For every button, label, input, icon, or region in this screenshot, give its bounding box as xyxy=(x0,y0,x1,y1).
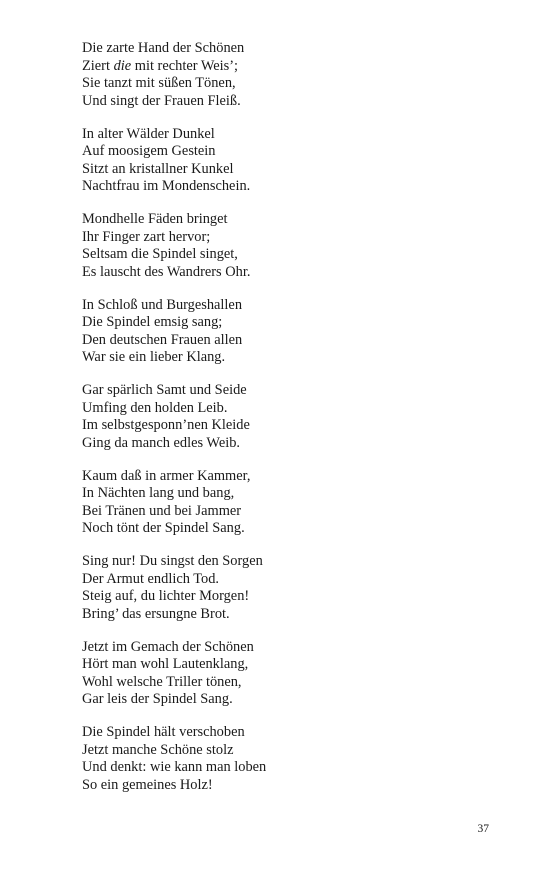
poem-line: Auf moosigem Gestein xyxy=(82,143,216,159)
stanza-7 xyxy=(82,553,482,623)
poem-line: Sing nur! Du singst den Sorgen xyxy=(82,553,263,569)
stanza-3 xyxy=(82,211,482,281)
poem-line: Sie tanzt mit süßen Tönen, xyxy=(82,75,236,91)
line-segment: Ziert xyxy=(82,57,114,74)
poem-line: Bring’ das ersungne Brot. xyxy=(82,605,230,622)
poem-line: In Schloß und Burgeshallen xyxy=(82,296,243,313)
poem-line: Gar leis der Spindel Sang. xyxy=(82,691,233,707)
poem-line: Es lauscht des Wandrers Ohr. xyxy=(82,263,251,280)
poem-line: Jetzt im Gemach der Schönen xyxy=(82,638,254,655)
page-number: 37 xyxy=(477,823,489,835)
poem-line: Noch tönt der Spindel Sang. xyxy=(82,520,245,536)
poem-line: Und denkt: wie kann man loben xyxy=(82,759,267,775)
poem-line: Der Armut endlich Tod. xyxy=(82,570,220,587)
poem-line: Wohl welsche Triller tönen, xyxy=(82,673,242,690)
poem-line: Gar spärlich Samt und Seide xyxy=(82,382,247,398)
stanza-5 xyxy=(82,382,482,452)
poem-line: Ging da manch edles Weib. xyxy=(82,434,241,451)
stanza-2 xyxy=(82,126,482,196)
stanza-9 xyxy=(82,724,482,794)
line-segment: mit rechter Weis’; xyxy=(131,57,239,74)
stanza-8 xyxy=(82,639,482,709)
poem-line: So ein gemeines Holz! xyxy=(82,776,213,793)
stanza-1 xyxy=(82,40,482,110)
stanza-4 xyxy=(82,297,482,367)
poem-line: Im selbstgesponn’nen Kleide xyxy=(82,417,250,433)
emphasized-word: die xyxy=(113,57,132,74)
poem-line: Die zarte Hand der Schönen xyxy=(82,40,245,56)
poem-body xyxy=(82,40,482,810)
poem-line: War sie ein lieber Klang. xyxy=(82,349,226,365)
poem-line: Mondhelle Fäden bringet xyxy=(82,211,228,227)
stanza-6 xyxy=(82,468,482,538)
poem-line: In Nächten lang und bang, xyxy=(82,485,235,501)
poem-line xyxy=(82,58,482,76)
poem-line: Nachtfrau im Mondenschein. xyxy=(82,178,251,194)
poem-line: Seltsam die Spindel singet, xyxy=(82,246,238,262)
poem-line: Umfing den holden Leib. xyxy=(82,399,228,416)
poem-line: Die Spindel emsig sang; xyxy=(82,314,223,330)
poem-line: Bei Tränen und bei Jammer xyxy=(82,502,242,519)
poem-line: Hört man wohl Lautenklang, xyxy=(82,656,249,672)
poem-line: Kaum daß in armer Kammer, xyxy=(82,467,251,484)
poem-line: Die Spindel hält verschoben xyxy=(82,724,245,740)
poem-line: Jetzt manche Schöne stolz xyxy=(82,741,234,758)
poem-line: In alter Wälder Dunkel xyxy=(82,125,215,142)
poem-line: Ihr Finger zart hervor; xyxy=(82,228,211,245)
poem-line: Und singt der Frauen Fleiß. xyxy=(82,92,241,109)
poem-line: Steig auf, du lichter Morgen! xyxy=(82,588,250,604)
poem-line: Sitzt an kristallner Kunkel xyxy=(82,160,234,177)
poem-line: Den deutschen Frauen allen xyxy=(82,331,243,348)
